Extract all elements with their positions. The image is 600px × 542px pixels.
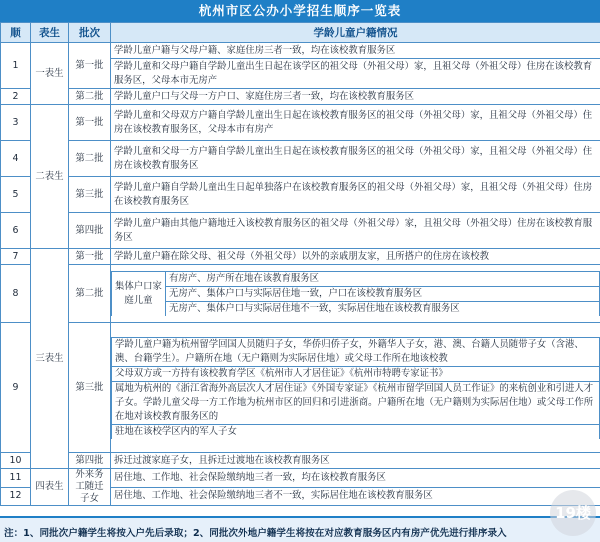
talent-subtable: [111, 337, 600, 439]
batch-cell: 外来务工随迁子女: [69, 469, 111, 506]
batch-cell: 第二批: [69, 89, 111, 105]
batch-cell: 第二批: [69, 265, 111, 323]
situation-cell: [111, 265, 600, 323]
batch-cell: 第一批: [69, 105, 111, 141]
situation-cell: 居住地、工作地、社会保险缴纳地三者不一致，实际居住地在该校教育服务区: [111, 487, 600, 506]
table-row: [1, 265, 600, 323]
batch-cell: 第三批: [69, 177, 111, 213]
seq-cell: 2: [1, 89, 31, 105]
situation-cell: 居住地、工作地、社会保险缴纳地三者一致，均在该校教育服务区: [111, 469, 600, 488]
batch-cell: 第四批: [69, 453, 111, 469]
sub-item: 学龄儿童户籍为杭州留学回国人员随归子女，华侨归侨子女，外籍华人子女，港、澳、台籍人员随带子女（含港、澳、台籍学生）。户籍所在地（无户籍则为实际居住地）或父母工作所在地该校教: [112, 337, 600, 366]
table-row: [1, 141, 600, 177]
tier-cell: 二表生: [31, 105, 69, 249]
batch-cell: 第二批: [69, 141, 111, 177]
seq-cell: 6: [1, 213, 31, 249]
batch-cell: 第一批: [69, 43, 111, 89]
header-tier: 表生: [31, 23, 69, 43]
sub-category-label: 集体户口家庭儿童: [112, 272, 166, 317]
seq-cell: 11: [1, 469, 31, 488]
sub-item: 无房产、集体户口与实际居住地一致，户口在该校教育服务区: [166, 287, 600, 302]
seq-cell: 1: [1, 43, 31, 89]
situation-cell: 学龄儿童户籍与父母户籍、家庭住房三者一致，均在该校教育服务区: [111, 43, 600, 59]
batch-cell: 第四批: [69, 213, 111, 249]
header-batch: 批次: [69, 23, 111, 43]
seq-cell: 10: [1, 453, 31, 469]
situation-cell: 学龄儿童和父母户籍自学龄儿童出生日起在该学区的祖父母（外祖父母）家，且祖父母（外祖父母）住房在该校教育服务区，父母本市无房产: [111, 59, 600, 89]
situation-cell: 学龄儿童户口与父母一方户口、家庭住房三者一致，均在该校教育服务区: [111, 89, 600, 105]
situation-cell: 学龄儿童户籍在除父母、祖父母（外祖父母）以外的亲戚朋友家，且所搭户的住房在该校教: [111, 249, 600, 265]
table-row: [1, 213, 600, 249]
situation-cell: 学龄儿童和父母双方户籍自学龄儿童出生日起在该校教育服务区的祖父母（外祖父母）家，且祖父母（外祖父母）住房在该校教育服务区，父母本市有房产: [111, 105, 600, 141]
table-row: [1, 249, 600, 265]
table-row: [1, 453, 600, 469]
sub-item: 驻地在该校学区内的军人子女: [112, 424, 600, 439]
site-watermark: 19楼: [550, 490, 596, 536]
sub-item: 无房产、集体户口与实际居住地不一致，实际居住地在该校教育服务区: [166, 302, 600, 317]
tier-cell: 一表生: [31, 43, 69, 105]
seq-cell: 5: [1, 177, 31, 213]
sub-item: 父母双方或一方持有该校教育学区《杭州市人才居住证》《杭州市特聘专家证书》: [112, 366, 600, 381]
batch-cell: 第三批: [69, 323, 111, 453]
situation-cell: 学龄儿童和父母一方户籍自学龄儿童出生日起在该校教育服务区的祖父母（外祖父母）家，且祖父母（外祖父母）住房在该校教育服务区: [111, 141, 600, 177]
table-row: [1, 177, 600, 213]
sub-item: 属地为杭州的《浙江省海外高层次人才居住证》《外国专家证》《杭州市留学回国人员工作证》的来杭创业和引进人才子女。学龄儿童父母一方工作地为杭州市区的回归和引进浙商。户籍所在地（无户籍则为实际居住地）或父母工作所在地对该校教育服务区的: [112, 381, 600, 424]
table-title: 杭州市区公办小学招生顺序一览表: [0, 0, 600, 22]
situation-cell: 学龄儿童户籍自学龄儿童出生日起单独落户在该校教育服务区的祖父母（外祖父母）家，且祖父母（外祖父母）住房在该校教育服务区: [111, 177, 600, 213]
seq-cell: 12: [1, 487, 31, 506]
tier-cell: 三表生: [31, 249, 69, 469]
seq-cell: 7: [1, 249, 31, 265]
table-row: [1, 43, 600, 59]
header-row: [1, 23, 600, 43]
table-row: [1, 89, 600, 105]
table-row: [1, 323, 600, 453]
tier-cell: 四表生: [31, 469, 69, 506]
seq-cell: 9: [1, 323, 31, 453]
footnote: 注：1、同批次户籍学生将按入户先后录取；2、同批次外地户籍学生将按在对应教育服务区内有房产优先进行排序录入: [0, 516, 600, 542]
situation-cell: 学龄儿童户籍由其他户籍地迁入该校教育服务区的祖父母（外祖父母）家，且祖父母（外祖父母）住房在该校教育服务区: [111, 213, 600, 249]
table-row: [1, 105, 600, 141]
collective-household-subtable: [111, 271, 600, 316]
seq-cell: 8: [1, 265, 31, 323]
header-situation: 学龄儿童户籍情况: [111, 23, 600, 43]
enrollment-order-table: [0, 22, 600, 506]
situation-cell: 拆迁过渡家庭子女，且拆迁过渡地在该校教育服务区: [111, 453, 600, 469]
batch-cell: 第一批: [69, 249, 111, 265]
situation-cell: [111, 323, 600, 453]
header-seq: 顺: [1, 23, 31, 43]
seq-cell: 4: [1, 141, 31, 177]
seq-cell: 3: [1, 105, 31, 141]
table-row: [1, 469, 600, 488]
sub-item: 有房产、房产所在地在该教育服务区: [166, 272, 600, 287]
